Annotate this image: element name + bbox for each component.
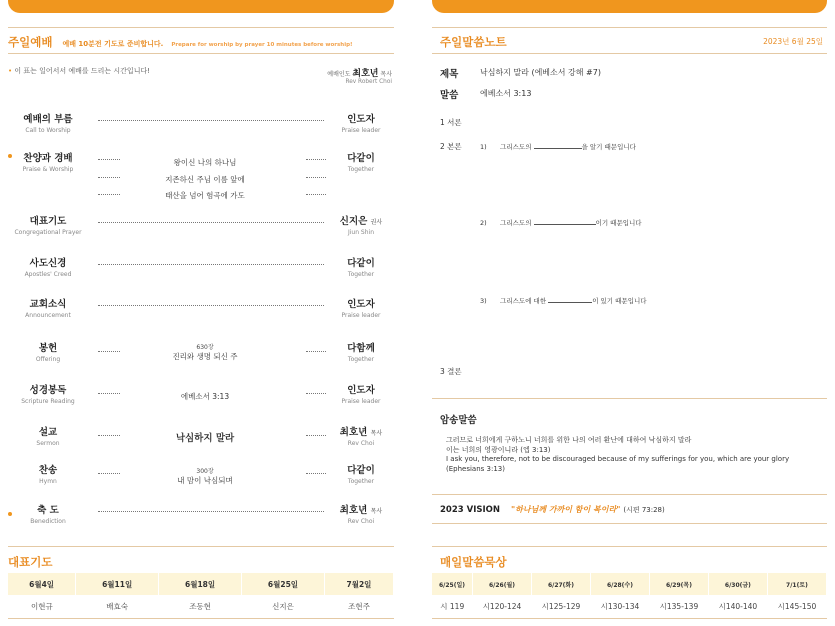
- service-item-announcement: [8, 296, 394, 336]
- service-item-ko: 축 도: [37, 505, 59, 516]
- responsible-name: 최호년 목사: [339, 505, 383, 516]
- service-item-name: [8, 502, 88, 525]
- point-number: 3): [480, 297, 487, 305]
- service-item-hymn: [8, 462, 394, 502]
- scripture-reference: 에베소서 3:13: [180, 392, 230, 401]
- service-item-en: Offering: [35, 356, 61, 363]
- worship-header: [8, 34, 353, 50]
- service-item-name: [8, 382, 88, 405]
- dot-leader: [98, 222, 324, 223]
- service-item-responsible: [328, 502, 394, 525]
- dot-leader: [306, 473, 326, 474]
- memory-verse-line: 그러므로 너희에게 구하노니 너희를 위한 나의 여러 환난에 대하여 낙심하지 말라: [446, 436, 692, 444]
- dot-leader: [306, 159, 326, 160]
- service-item-ko: 찬송: [38, 465, 58, 476]
- table-header-cell: 6월18일: [159, 573, 242, 595]
- responsible-name: 다같이: [347, 153, 375, 164]
- fill-in-blank[interactable]: [534, 218, 596, 225]
- table-header-cell: 6월25일: [242, 573, 325, 595]
- service-item-responsible: [328, 340, 394, 363]
- hymn-title: [100, 466, 310, 486]
- scripture-value: 에베소서 3:13: [480, 89, 532, 98]
- table-cell: 배효숙: [76, 595, 159, 618]
- divider: [8, 27, 394, 28]
- table-header-cell: 7월2일: [324, 573, 393, 595]
- table-header-cell: 6/28(수): [590, 573, 649, 595]
- responsible-name: 다함께: [347, 343, 375, 354]
- service-item-name: [8, 340, 88, 363]
- point-text: 그리스도의: [500, 143, 532, 151]
- responsible-en: Jiun Shin: [347, 229, 375, 236]
- service-item-name: [8, 424, 88, 447]
- dot-leader: [98, 264, 324, 265]
- dot-leader: [98, 305, 324, 306]
- service-item-en: Call to Worship: [25, 127, 71, 134]
- responsible-en: Together: [347, 478, 375, 485]
- service-item-name: [8, 255, 88, 278]
- subject-value: 낙심하지 말라 (에베소서 강해 #7): [480, 68, 601, 77]
- responsible-en: Rev Choi: [347, 440, 375, 447]
- service-item-offering: [8, 340, 394, 380]
- divider: [432, 523, 827, 524]
- hymn-number: 630장: [196, 344, 214, 351]
- leader-title: 목사: [380, 71, 392, 78]
- conclusion-heading: 3 결론: [440, 367, 462, 376]
- point-text: 을 알기 때문입니다: [581, 143, 636, 151]
- standing-note: [8, 66, 150, 76]
- service-item-responsible: [328, 111, 394, 134]
- service-item-responsible: [328, 462, 394, 485]
- divider: [8, 546, 394, 547]
- table-cell: 조현주: [324, 595, 393, 618]
- responsible-en: Rev Choi: [347, 518, 375, 525]
- table-cell: 시145-150: [767, 595, 826, 618]
- table-cell: 시135-139: [649, 595, 708, 618]
- intro-heading: 1 서론: [440, 118, 462, 127]
- dot-leader: [98, 511, 324, 512]
- prayer-schedule-title: 대표기도: [8, 555, 53, 569]
- scripture-label: 말씀: [440, 90, 459, 101]
- table-row: [432, 595, 827, 618]
- divider: [8, 53, 394, 54]
- responsible-name: 최호년 목사: [339, 427, 383, 438]
- leader-name-en: Rev Robert Choi: [345, 79, 392, 85]
- responsible-en: Praise leader: [341, 312, 381, 319]
- subject-label: 제목: [440, 69, 459, 80]
- service-item-benediction: [8, 502, 394, 542]
- service-item-scripture: [8, 382, 394, 422]
- responsible-en: Praise leader: [341, 127, 381, 134]
- dot-leader: [306, 177, 326, 178]
- service-item-name: [8, 213, 88, 236]
- service-item-ko: 사도신경: [29, 258, 67, 269]
- responsible-name: 다같이: [347, 258, 375, 269]
- divider: [432, 53, 827, 54]
- service-item-responsible: [328, 213, 394, 236]
- responsible-en: Praise leader: [341, 398, 381, 405]
- dot-leader: [306, 194, 326, 195]
- memory-verse-line: I ask you, therefore, not to be discouraged because of my sufferings for you, which are your glory: [446, 455, 790, 463]
- divider: [432, 546, 827, 547]
- table-header-cell: 6/30(금): [708, 573, 767, 595]
- responsible-name: 다같이: [347, 465, 375, 476]
- memory-verse-body: [446, 436, 816, 474]
- point-text: 그리스도의: [500, 219, 532, 227]
- divider: [432, 494, 827, 495]
- responsible-name: 인도자: [347, 114, 375, 125]
- memory-verse-title: 암송말씀: [440, 415, 477, 426]
- vision-statement: [440, 504, 665, 515]
- service-item-creed: [8, 255, 394, 295]
- vision-quote: "하나님께 가까이 함이 복이라": [510, 505, 621, 514]
- sermon-date: 2023년 6월 25일: [763, 37, 823, 46]
- service-item-en: Praise & Worship: [22, 166, 74, 173]
- dot-leader: [306, 393, 326, 394]
- table-cell: 시130-134: [590, 595, 649, 618]
- hymn-number: 300장: [196, 468, 214, 475]
- praise-song: 지존하신 주님 이름 앞에: [165, 175, 245, 184]
- service-item-responsible: [328, 382, 394, 405]
- service-item-en: Apostles' Creed: [24, 271, 72, 278]
- sermon-note-page: [432, 0, 827, 626]
- service-item-en: Benediction: [30, 518, 66, 525]
- service-item-ko: 설교: [38, 427, 58, 438]
- divider: [432, 398, 827, 399]
- fill-in-point: [480, 218, 642, 227]
- point-number: 2): [480, 219, 487, 227]
- hymn-title: [100, 342, 310, 362]
- service-item-name: [8, 462, 88, 485]
- table-header-cell: 6월4일: [8, 573, 76, 595]
- worship-subtitle-en: Prepare for worship by prayer 10 minutes before worship!: [171, 42, 353, 48]
- fill-in-blank[interactable]: [548, 296, 592, 303]
- body-heading: 2 본론: [440, 142, 462, 151]
- worship-leader: [327, 66, 392, 85]
- service-item-responsible: [328, 424, 394, 447]
- table-cell: 시125-129: [531, 595, 590, 618]
- service-item-ko: 찬양과 경배: [23, 153, 73, 164]
- service-item-responsible: [328, 255, 394, 278]
- responsible-name: 인도자: [347, 385, 375, 396]
- service-item-name: [8, 296, 88, 319]
- service-item-en: Sermon: [36, 440, 60, 447]
- service-item-ko: 대표기도: [29, 216, 67, 227]
- service-item-praise-worship: [8, 150, 394, 206]
- fill-in-point: [480, 296, 647, 305]
- service-item-en: Hymn: [39, 478, 57, 485]
- service-item-ko: 교회소식: [29, 299, 67, 310]
- service-item-en: Congregational Prayer: [14, 229, 82, 236]
- responsible-en: Together: [347, 166, 375, 173]
- vision-reference: (시편 73:28): [623, 506, 665, 514]
- leader-label: 예배인도: [327, 71, 351, 78]
- table-cell: 신지은: [242, 595, 325, 618]
- service-item-prayer: [8, 213, 394, 253]
- responsible-en: Together: [347, 271, 375, 278]
- service-item-call-to-worship: [8, 111, 394, 151]
- table-row: [8, 595, 394, 618]
- table-cell: 이현규: [8, 595, 76, 618]
- hymn-name: 내 맘이 낙심되며: [177, 476, 233, 485]
- table-header-cell: 6월11일: [76, 573, 159, 595]
- responsible-name: 신지은 권사: [339, 216, 383, 227]
- service-item-ko: 봉헌: [38, 343, 58, 354]
- praise-song: 왕이신 나의 하나님: [173, 158, 237, 167]
- dot-leader: [306, 435, 326, 436]
- worship-subtitle-ko: 예배 10분전 기도로 준비합니다.: [62, 40, 164, 48]
- bullet-icon: •: [8, 67, 13, 75]
- worship-title: 주일예배: [8, 35, 53, 49]
- dot-leader: [98, 120, 324, 121]
- table-header-cell: 7/1(토): [767, 573, 826, 595]
- point-number: 1): [480, 143, 487, 151]
- worship-order-page: [8, 0, 394, 626]
- service-item-sermon: [8, 424, 394, 464]
- daily-reading-title: 매일말씀묵상: [440, 555, 507, 569]
- table-cell: 시120-124: [473, 595, 532, 618]
- table-header-cell: 6/27(화): [531, 573, 590, 595]
- table-header-row: [8, 573, 394, 595]
- responsible-en: Together: [347, 356, 375, 363]
- table-header-cell: 6/26(월): [473, 573, 532, 595]
- table-cell: 시140-140: [708, 595, 767, 618]
- dot-leader: [306, 351, 326, 352]
- prayer-schedule-table: [8, 573, 394, 619]
- table-header-cell: 6/25(일): [432, 573, 473, 595]
- point-text: 이기 때문입니다: [595, 219, 642, 227]
- table-header-cell: 6/29(목): [649, 573, 708, 595]
- sermon-note-title: 주일말씀노트: [440, 35, 507, 49]
- table-cell: 조동현: [159, 595, 242, 618]
- table-header-row: [432, 573, 827, 595]
- service-item-en: Announcement: [25, 312, 71, 319]
- service-item-name: [8, 111, 88, 134]
- service-item-responsible: [328, 150, 394, 173]
- point-text: 이 있기 때문입니다: [592, 297, 647, 305]
- fill-in-blank[interactable]: [534, 142, 582, 149]
- service-item-en: Scripture Reading: [21, 398, 75, 405]
- daily-reading-table: [432, 573, 827, 619]
- responsible-name: 인도자: [347, 299, 375, 310]
- vision-label: 2023 VISION: [440, 505, 500, 515]
- sermon-title: 낙심하지 말라: [175, 433, 235, 444]
- standing-note-text: 이 표는 일어서서 예배를 드리는 시간입니다!: [14, 67, 151, 75]
- table-cell: 시 119: [432, 595, 473, 618]
- hymn-name: 진리와 생명 되신 주: [172, 352, 238, 361]
- divider: [432, 27, 827, 28]
- praise-song: 태산을 넘어 험곡에 가도: [165, 191, 245, 200]
- service-item-responsible: [328, 296, 394, 319]
- service-item-name: [8, 150, 88, 173]
- service-item-ko: 성경봉독: [29, 385, 67, 396]
- memory-verse-line: 이는 너희의 영광이니라 (엡 3:13): [446, 445, 551, 454]
- point-text: 그리스도에 대한: [500, 297, 547, 305]
- service-item-ko: 예배의 부름: [23, 114, 73, 125]
- fill-in-point: [480, 142, 636, 151]
- memory-verse-line: (Ephesians 3:13): [446, 464, 505, 473]
- leader-name: 최호년: [352, 69, 379, 79]
